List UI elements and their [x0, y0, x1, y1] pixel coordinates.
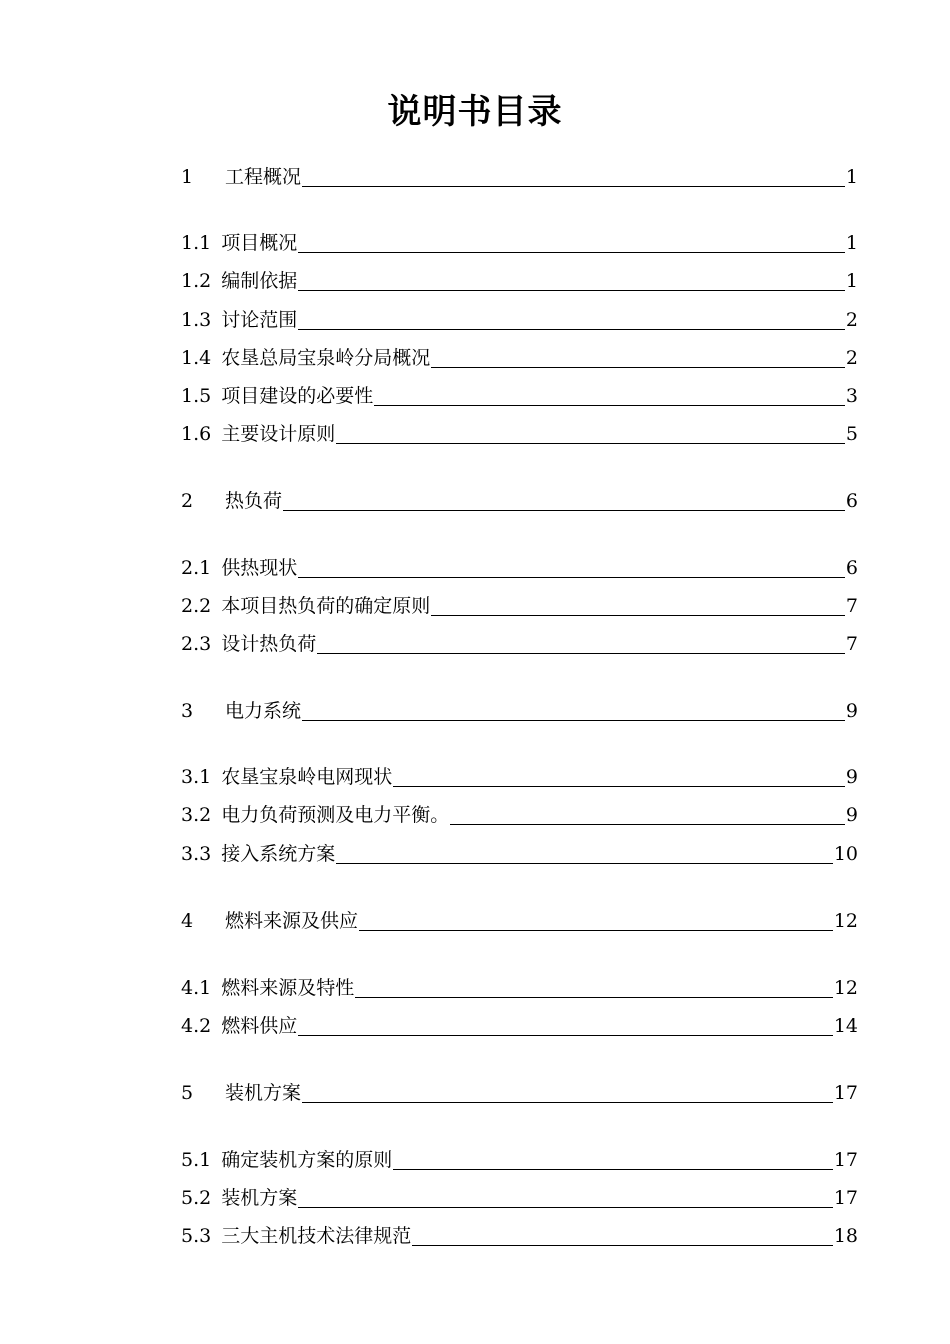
- toc-chapter-row: [181, 902, 858, 934]
- toc-entry-number: 5: [181, 1082, 194, 1104]
- toc-entry-number: 1.4: [181, 347, 212, 369]
- toc-chapter-row: [181, 692, 858, 724]
- toc-entry-label: [181, 490, 282, 514]
- toc-section-row: [181, 339, 858, 371]
- toc-entry-title: 设计热负荷: [221, 633, 317, 655]
- toc-page-number: 17: [833, 1187, 858, 1209]
- toc-entry-title: 装机方案: [221, 1187, 298, 1209]
- toc-page-number: 14: [833, 1015, 858, 1037]
- toc-entry-title: 装机方案: [225, 1082, 302, 1104]
- toc-page-number: 6: [845, 490, 858, 512]
- toc-entry-number: 4.2: [181, 1015, 212, 1037]
- toc-chapter-row: [181, 1074, 858, 1106]
- toc-entry-title: 电力系统: [225, 700, 302, 722]
- toc-leader-line: [317, 652, 845, 654]
- toc-page-number: 12: [833, 977, 858, 999]
- toc-page-number: 2: [845, 347, 858, 369]
- toc-page-number: 1: [845, 166, 858, 188]
- toc-page-number: 3: [845, 385, 858, 407]
- toc-entry-number: 3: [181, 700, 194, 722]
- toc-page-number: 7: [845, 595, 858, 617]
- toc-leader-line: [283, 509, 845, 511]
- toc-page-number: 5: [845, 423, 858, 445]
- toc-chapter-row: [181, 158, 858, 190]
- toc-leader-line: [431, 614, 845, 616]
- toc-leader-line: [374, 404, 845, 406]
- toc-entry-title: 三大主机技术法律规范: [221, 1225, 412, 1247]
- toc-entry-number: 3.2: [181, 804, 212, 826]
- toc-entry-title: 电力负荷预测及电力平衡。: [221, 804, 450, 826]
- toc-page-number: 10: [833, 843, 858, 865]
- toc-page-number: 18: [833, 1225, 858, 1247]
- toc-section-row: [181, 1217, 858, 1249]
- toc-page-number: 1: [845, 270, 858, 292]
- toc-entry-label: [181, 557, 297, 581]
- toc-entry-number: 1: [181, 166, 194, 188]
- toc-entry-title: 燃料来源及特性: [221, 977, 355, 999]
- toc-entry-title: 农垦宝泉岭电网现状: [221, 766, 393, 788]
- toc-entry-number: 1.1: [181, 232, 212, 254]
- toc-entry-title: 本项目热负荷的确定原则: [221, 595, 431, 617]
- toc-leader-line: [302, 185, 845, 187]
- toc-section-row: [181, 262, 858, 294]
- toc-entry-number: 1.5: [181, 385, 212, 407]
- toc-page-number: 17: [833, 1082, 858, 1104]
- toc-entry-label: [181, 700, 301, 724]
- toc-entry-label: [181, 309, 297, 333]
- toc-page-number: 9: [845, 804, 858, 826]
- toc-entry-number: 2.3: [181, 633, 212, 655]
- toc-section-row: [181, 377, 858, 409]
- toc-entry-title: 燃料供应: [221, 1015, 298, 1037]
- toc-entry-title: 讨论范围: [221, 309, 298, 331]
- toc-entry-label: [181, 766, 392, 790]
- toc-entry-title: 供热现状: [221, 557, 298, 579]
- toc-section-row: [181, 301, 858, 333]
- toc-entry-number: 2.1: [181, 557, 212, 579]
- toc-entry-title: 项目建设的必要性: [221, 385, 374, 407]
- toc-entry-label: [181, 232, 297, 256]
- toc-page-number: 1: [845, 232, 858, 254]
- toc-leader-line: [336, 862, 833, 864]
- toc-entry-label: [181, 804, 449, 828]
- toc-entry-title: 接入系统方案: [221, 843, 336, 865]
- toc-entry-number: 3.3: [181, 843, 212, 865]
- toc-leader-line: [298, 328, 845, 330]
- toc-section-row: [181, 625, 858, 657]
- toc-section-row: [181, 587, 858, 619]
- toc-entry-label: [181, 1187, 297, 1211]
- toc-entry-number: 5.2: [181, 1187, 212, 1209]
- toc-entry-label: [181, 1082, 301, 1106]
- toc-entry-number: 4.1: [181, 977, 212, 999]
- toc-entry-label: [181, 385, 373, 409]
- toc-leader-line: [298, 1206, 833, 1208]
- toc-entry-number: 2: [181, 490, 194, 512]
- toc-leader-line: [359, 929, 833, 931]
- toc-leader-line: [355, 996, 833, 998]
- toc-entry-label: [181, 633, 316, 657]
- toc-entry-number: 1.6: [181, 423, 212, 445]
- toc-entry-title: 农垦总局宝泉岭分局概况: [221, 347, 431, 369]
- toc-entry-label: [181, 270, 297, 294]
- toc-section-row: [181, 549, 858, 581]
- toc-entry-title: 项目概况: [221, 232, 298, 254]
- toc-leader-line: [431, 366, 845, 368]
- toc-leader-line: [298, 1034, 833, 1036]
- toc-section-row: [181, 969, 858, 1001]
- toc-section-row: [181, 1007, 858, 1039]
- toc-section-row: [181, 1179, 858, 1211]
- toc-entry-number: 4: [181, 910, 194, 932]
- toc-entry-number: 1.3: [181, 309, 212, 331]
- toc-entry-title: 工程概况: [225, 166, 302, 188]
- toc-entry-label: [181, 910, 358, 934]
- toc-section-row: [181, 758, 858, 790]
- toc-entry-title: 编制依据: [221, 270, 298, 292]
- toc-section-row: [181, 796, 858, 828]
- toc-entry-label: [181, 595, 430, 619]
- toc-page-number: 9: [845, 700, 858, 722]
- toc-leader-line: [450, 823, 845, 825]
- toc-leader-line: [412, 1244, 833, 1246]
- toc-entry-label: [181, 1149, 392, 1173]
- toc-leader-line: [302, 1101, 833, 1103]
- toc-entry-label: [181, 977, 354, 1001]
- toc-section-row: [181, 835, 858, 867]
- toc-entry-title: 确定装机方案的原则: [221, 1149, 393, 1171]
- toc-section-row: [181, 1141, 858, 1173]
- toc-entry-label: [181, 1225, 411, 1249]
- toc-entry-label: [181, 347, 430, 371]
- toc-leader-line: [393, 1168, 833, 1170]
- toc-entry-number: 3.1: [181, 766, 212, 788]
- toc-leader-line: [336, 442, 845, 444]
- toc-entry-title: 燃料来源及供应: [225, 910, 359, 932]
- page-title: 说明书目录: [387, 92, 563, 132]
- toc-entry-number: 5.1: [181, 1149, 212, 1171]
- toc-entry-number: 2.2: [181, 595, 212, 617]
- toc-leader-line: [298, 576, 845, 578]
- toc-entry-title: 主要设计原则: [221, 423, 336, 445]
- toc-entry-number: 1.2: [181, 270, 212, 292]
- toc-entry-title: 热负荷: [225, 490, 283, 512]
- toc-entry-label: [181, 1015, 297, 1039]
- toc-leader-line: [298, 289, 845, 291]
- toc-page-number: 2: [845, 309, 858, 331]
- toc-page-number: 17: [833, 1149, 858, 1171]
- toc-page-number: 12: [833, 910, 858, 932]
- toc-entry-number: 5.3: [181, 1225, 212, 1247]
- toc-page-number: 7: [845, 633, 858, 655]
- toc-section-row: [181, 224, 858, 256]
- toc-leader-line: [302, 719, 845, 721]
- toc-page-number: 9: [845, 766, 858, 788]
- toc-chapter-row: [181, 482, 858, 514]
- toc-entry-label: [181, 843, 335, 867]
- toc-page-number: 6: [845, 557, 858, 579]
- toc-leader-line: [298, 251, 845, 253]
- toc-entry-label: [181, 423, 335, 447]
- toc-section-row: [181, 415, 858, 447]
- toc-leader-line: [393, 785, 845, 787]
- toc-entry-label: [181, 166, 301, 190]
